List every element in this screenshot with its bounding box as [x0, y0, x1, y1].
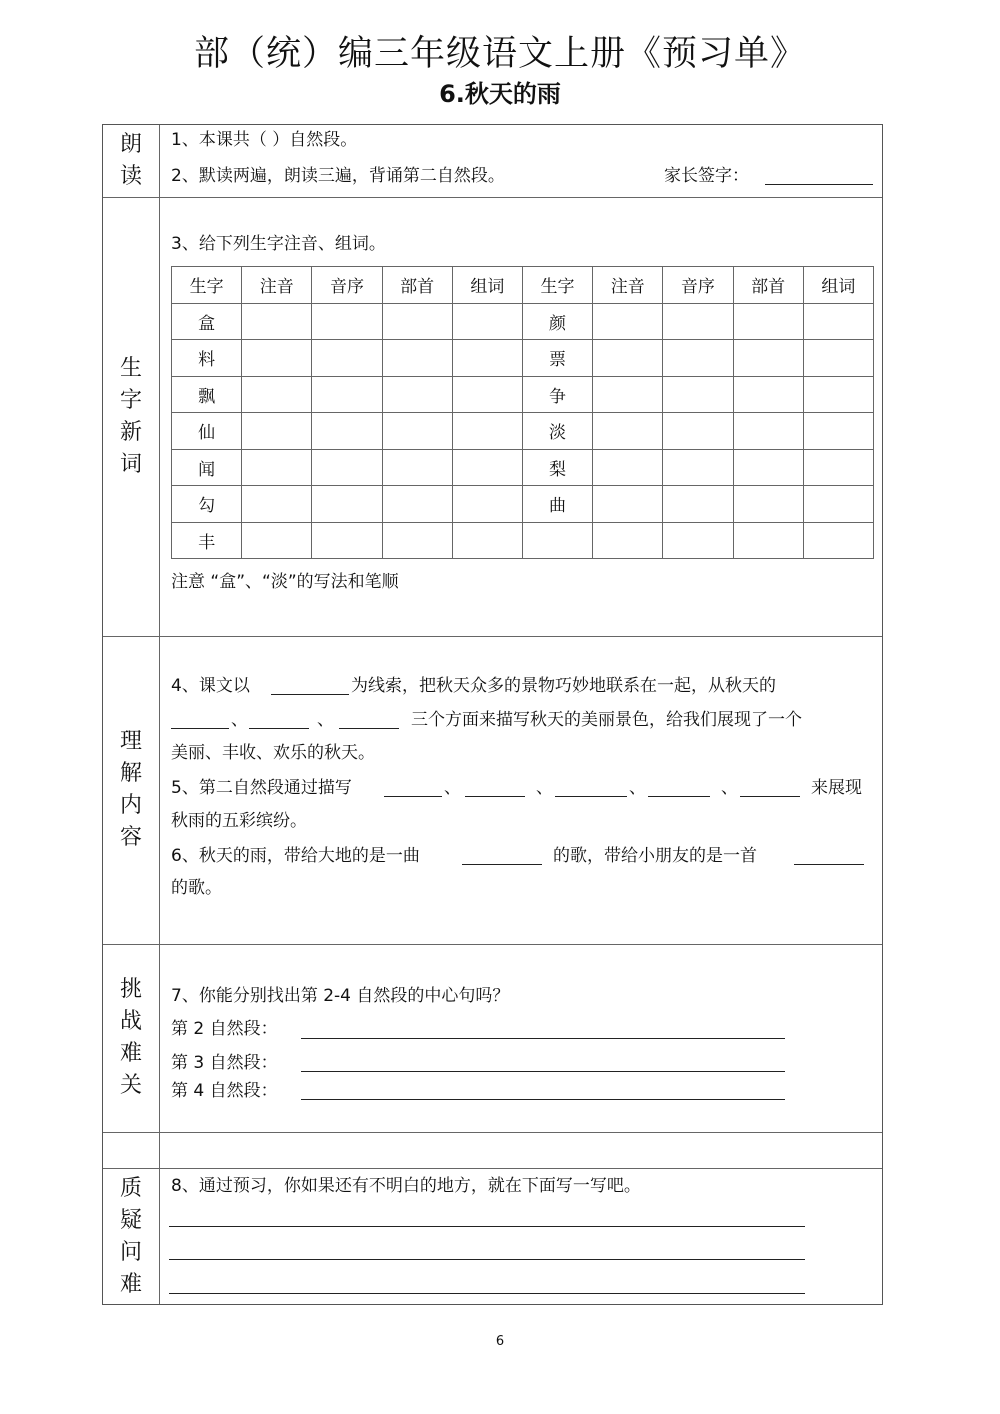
answer-cell[interactable]	[663, 376, 733, 413]
character-cell: 淡	[522, 413, 592, 450]
character-cell: 料	[172, 340, 242, 377]
answer-cell[interactable]	[452, 449, 522, 486]
answer-line[interactable]	[301, 1071, 785, 1072]
separator: 、	[629, 778, 646, 798]
answer-cell[interactable]	[663, 340, 733, 377]
question-6-start: 6、秋天的雨，带给大地的是一曲	[171, 846, 420, 866]
answer-blank[interactable]	[339, 728, 399, 729]
page-title: 部（统）编三年级语文上册《预习单》	[193, 34, 806, 74]
separator: 、	[721, 778, 738, 798]
question-8: 8、通过预习，你如果还有不明白的地方，就在下面写一写吧。	[171, 1176, 641, 1196]
answer-cell[interactable]	[242, 303, 312, 340]
answer-cell[interactable]	[733, 376, 803, 413]
answer-blank[interactable]	[465, 796, 525, 797]
answer-cell[interactable]	[593, 486, 663, 523]
question-4-start: 4、课文以	[171, 676, 250, 696]
section-label-new-words: 生 字 新 词	[119, 355, 142, 477]
table-row	[172, 486, 874, 523]
answer-cell[interactable]	[242, 522, 312, 559]
section-label-reading: 朗 读	[119, 132, 142, 189]
answer-cell[interactable]	[733, 486, 803, 523]
answer-cell[interactable]	[803, 449, 873, 486]
answer-cell[interactable]	[452, 413, 522, 450]
parent-sign-blank[interactable]	[765, 184, 873, 185]
answer-blank[interactable]	[249, 728, 309, 729]
page-number: 6	[495, 1334, 505, 1349]
answer-cell[interactable]	[733, 303, 803, 340]
paragraph-label: 第 2 自然段：	[171, 1019, 278, 1039]
answer-cell[interactable]	[382, 340, 452, 377]
question-3: 3、给下列生字注音、组词。	[171, 234, 386, 254]
answer-cell[interactable]	[382, 376, 452, 413]
character-cell: 仙	[172, 413, 242, 450]
answer-cell[interactable]	[593, 449, 663, 486]
header-cell: 注音	[242, 267, 312, 304]
answer-cell[interactable]	[733, 522, 803, 559]
character-table	[171, 266, 874, 559]
writing-note: 注意 “盒”、“淡”的写法和笔顺	[171, 572, 399, 592]
header-cell: 部首	[382, 267, 452, 304]
answer-cell[interactable]	[312, 413, 382, 450]
character-cell: 颜	[522, 303, 592, 340]
section-label-questions: 质 疑 问 难	[119, 1176, 142, 1297]
character-cell: 丰	[172, 522, 242, 559]
header-cell: 音序	[663, 267, 733, 304]
question-4-middle: 为线索，把秋天众多的景物巧妙地联系在一起，从秋天的	[351, 676, 776, 696]
answer-blank[interactable]	[271, 694, 349, 695]
answer-line[interactable]	[169, 1226, 805, 1227]
question-6-end: 的歌。	[171, 878, 222, 898]
character-cell	[522, 522, 592, 559]
table-row	[172, 340, 874, 377]
table-header-row	[172, 267, 874, 304]
header-cell: 注音	[593, 267, 663, 304]
table-row	[172, 413, 874, 450]
answer-cell[interactable]	[663, 413, 733, 450]
separator: 、	[317, 710, 334, 730]
answer-cell[interactable]	[663, 449, 733, 486]
question-5-start: 5、第二自然段通过描写	[171, 778, 352, 798]
question-7: 7、你能分别找出第 2-4 自然段的中心句吗？	[171, 986, 510, 1006]
question-6-middle: 的歌，带给小朋友的是一首	[553, 846, 757, 866]
answer-cell[interactable]	[452, 486, 522, 523]
section-label-challenge: 挑 战 难 关	[119, 977, 142, 1098]
answer-blank[interactable]	[384, 796, 442, 797]
table-row	[172, 376, 874, 413]
answer-cell[interactable]	[242, 413, 312, 450]
answer-cell[interactable]	[593, 413, 663, 450]
answer-cell[interactable]	[382, 413, 452, 450]
header-cell: 部首	[733, 267, 803, 304]
answer-cell[interactable]	[312, 340, 382, 377]
answer-cell[interactable]	[593, 522, 663, 559]
answer-cell[interactable]	[312, 376, 382, 413]
answer-cell[interactable]	[452, 340, 522, 377]
section-label-understanding: 理 解 内 容	[119, 729, 142, 850]
answer-cell[interactable]	[663, 303, 733, 340]
character-cell: 闻	[172, 449, 242, 486]
answer-cell[interactable]	[452, 376, 522, 413]
answer-cell[interactable]	[593, 340, 663, 377]
answer-cell[interactable]	[382, 522, 452, 559]
answer-blank[interactable]	[648, 796, 710, 797]
parent-sign-label: 家长签字：	[664, 166, 749, 186]
answer-line[interactable]	[301, 1099, 785, 1100]
answer-blank[interactable]	[555, 796, 627, 797]
answer-cell[interactable]	[242, 340, 312, 377]
answer-cell[interactable]	[803, 340, 873, 377]
section-divider	[103, 636, 882, 637]
answer-cell[interactable]	[733, 449, 803, 486]
answer-cell[interactable]	[312, 449, 382, 486]
answer-cell[interactable]	[663, 522, 733, 559]
question-4-end: 三个方面来描写秋天的美丽景色，给我们展现了一个	[411, 710, 802, 730]
table-row	[172, 449, 874, 486]
section-divider	[103, 1132, 882, 1133]
answer-cell[interactable]	[733, 413, 803, 450]
answer-cell[interactable]	[803, 413, 873, 450]
separator: 、	[231, 710, 248, 730]
header-cell: 生字	[172, 267, 242, 304]
lesson-title: 6.秋天的雨	[439, 80, 561, 108]
answer-cell[interactable]	[382, 303, 452, 340]
answer-cell[interactable]	[733, 340, 803, 377]
answer-cell[interactable]	[382, 449, 452, 486]
answer-cell[interactable]	[803, 522, 873, 559]
answer-blank[interactable]	[794, 864, 864, 865]
paragraph-label: 第 4 自然段：	[171, 1081, 278, 1101]
answer-cell[interactable]	[803, 486, 873, 523]
header-cell: 音序	[312, 267, 382, 304]
answer-cell[interactable]	[803, 303, 873, 340]
character-cell: 票	[522, 340, 592, 377]
answer-blank[interactable]	[740, 796, 800, 797]
worksheet-table	[102, 124, 883, 1305]
answer-cell[interactable]	[242, 449, 312, 486]
section-divider	[103, 1168, 882, 1169]
answer-line[interactable]	[169, 1259, 805, 1260]
section-divider	[103, 944, 882, 945]
answer-cell[interactable]	[312, 303, 382, 340]
header-cell: 组词	[452, 267, 522, 304]
character-cell: 争	[522, 376, 592, 413]
question-5-end: 来展现	[811, 778, 862, 798]
question-5-final: 秋雨的五彩缤纷。	[171, 811, 307, 831]
question-2: 2、默读两遍，朗读三遍，背诵第二自然段。	[171, 166, 505, 186]
answer-cell[interactable]	[803, 376, 873, 413]
answer-cell[interactable]	[312, 522, 382, 559]
question-4-final: 美丽、丰收、欢乐的秋天。	[171, 743, 375, 763]
answer-cell[interactable]	[312, 486, 382, 523]
character-cell: 勾	[172, 486, 242, 523]
answer-line[interactable]	[169, 1293, 805, 1294]
header-cell: 生字	[522, 267, 592, 304]
character-cell: 盒	[172, 303, 242, 340]
answer-cell[interactable]	[382, 486, 452, 523]
answer-cell[interactable]	[452, 522, 522, 559]
question-1: 1、本课共（ ）自然段。	[171, 130, 358, 150]
label-column-divider	[159, 125, 160, 1304]
answer-line[interactable]	[301, 1038, 785, 1039]
answer-cell[interactable]	[593, 303, 663, 340]
answer-cell[interactable]	[593, 376, 663, 413]
paragraph-label: 第 3 自然段：	[171, 1053, 278, 1073]
section-divider	[103, 197, 882, 198]
answer-blank[interactable]	[171, 728, 229, 729]
answer-cell[interactable]	[242, 486, 312, 523]
table-row	[172, 522, 874, 559]
separator: 、	[444, 778, 461, 798]
answer-cell[interactable]	[663, 486, 733, 523]
character-cell: 飘	[172, 376, 242, 413]
table-row	[172, 303, 874, 340]
answer-blank[interactable]	[462, 864, 542, 865]
character-cell: 曲	[522, 486, 592, 523]
header-cell: 组词	[803, 267, 873, 304]
answer-cell[interactable]	[242, 376, 312, 413]
character-cell: 梨	[522, 449, 592, 486]
answer-cell[interactable]	[452, 303, 522, 340]
separator: 、	[536, 778, 553, 798]
